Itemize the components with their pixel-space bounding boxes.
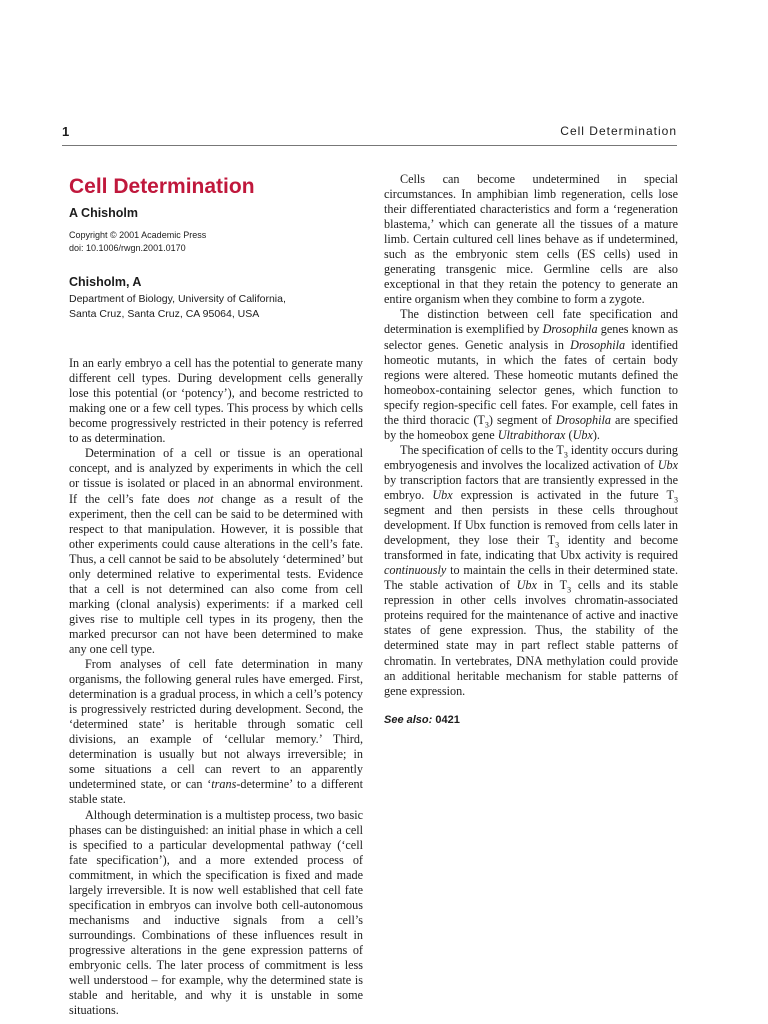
paragraph-3: From analyses of cell fate determination in many organisms, the following general rules have emerged. First, determination is a gradual process, in which a cell’s potency is progressively restricted during development. Second, the ‘determined state’ is heritable through somatic cell divisions, an example of ‘cellular memory.’ Third, determination is usually but not always irreversible; in some situations a cell can revert to an apparently undetermined state, or can ‘trans-determine’ to a different stable state.	[69, 657, 363, 807]
paragraph-6: The distinction between cell fate specification and determination is exemplified by Drosophila genes known as selector genes. Genetic analysis in Drosophila identified homeotic mutants, in which the fates of certain body regions were altered. These homeotic mutants defined the homeobox-containing selector genes, which function to specify region-specific cell fates. For example, cell fates in the third thoracic $(T_3)$ segment of Drosophila are specified by the homeobox gene Ultrabithorax (Ubx).	[384, 307, 679, 442]
right-column	[384, 172, 678, 728]
affiliation-address: Department of Biology, University of California, Santa Cruz, Santa Cruz, CA 95064, USA	[69, 293, 286, 321]
see-also-label: See also:	[384, 713, 433, 726]
page-number: 1	[62, 124, 70, 139]
affiliation-name: Chisholm, A	[69, 275, 142, 290]
article-meta	[69, 229, 363, 255]
copyright-line: Copyright © 2001 Academic Press	[69, 230, 207, 241]
left-column	[69, 172, 363, 1018]
paragraph-4: Although determination is a multistep process, two basic phases can be distinguished: an initial phase in which a cell is specified to a particular developmental pathway (‘cell fate specification’), and a more extended process of commitment, in which the specification is fixed and made largely irreversible. It is now well established that cell fate specification in embryos can involve both cell-autonomous mechanisms and inductive signals from a cell’s surroundings. Combinations of these influences result in progressive alterations in the gene expression patterns of embryonic cells. The later process of commitment is less well understood – for example, why the determined state is stable and heritable, and why it is unstable in some situations.	[69, 807, 363, 1018]
see-also	[384, 713, 678, 728]
paragraph-7: The specification of cells to the $T_3$ identity occurs during embryogenesis and involves the localized activation of Ubx by transcription factors that are transiently expressed in the embryo. Ubx expression is activated in the future $T_3$ segment and then persists in these cells throughout development. If Ubx function is removed from cells later in development, they lose their $T_3$ identity and become transformed in fate, indicating that Ubx activity is required continuously to maintain the cells in their determined state. The stable activation of Ubx in $T_3$ cells and its stable repression in other cells involves chromatin-associated proteins required for the maintenance of active and inactive states of gene expression. Thus, the stability of the determined state may in part reflect stable patterns of chromatin. In vertebrates, DNA methylation could provide an additional heritable mechanism for stable patterns of gene expression.	[384, 442, 679, 698]
paragraph-2: Determination of a cell or tissue is an operational concept, and is analyzed by experiments in which the cell or tissue is isolated or placed in an abnormal environment. If the cell’s fate does not change as a result of the experiment, then the cell can be said to be determined with respect to that manipulation. However, it is possible that other experiments could cause alterations in the cell’s fate. Thus, a cell cannot be said to be absolutely ‘determined’ but only determined relative to experimental tests. Evidence that a cell is not determined can also come from cell marking (clonal analysis) experiments: if a marked cell gives rise to multiple cell types in its progeny, then the marked precursor can not have been determined to make any one cell type.	[69, 446, 363, 656]
doi-line: doi: 10.1006/rwgn.2001.0170	[69, 243, 186, 254]
article-author: A Chisholm	[69, 206, 138, 220]
paragraph-5: Cells can become undetermined in special circumstances. In amphibian limb regeneration, cells lose their differentiated characteristics and form a ‘regeneration blastema,’ which can generate all the tissues of a mature limb. Certain cultured cell lines behave as if undetermined, such as the embryonic stem cells (ES cells) used in generating transgenic mice. Germline cells are also exceptional in that they retain the potency to generate an entire organism when they combine to form a zygote.	[384, 172, 678, 307]
article-title: Cell Determination	[69, 175, 255, 198]
see-also-link[interactable]: 0421	[435, 713, 460, 726]
header-rule	[62, 145, 677, 146]
running-title: Cell Determination	[560, 124, 677, 138]
paragraph-1: In an early embryo a cell has the potential to generate many different cell types. During development cells generally lose this potential (or ‘potency’), and become restricted to making one or a few cell types. This process by which cells become progressively restricted in their potency is referred to as determination.	[69, 356, 363, 446]
